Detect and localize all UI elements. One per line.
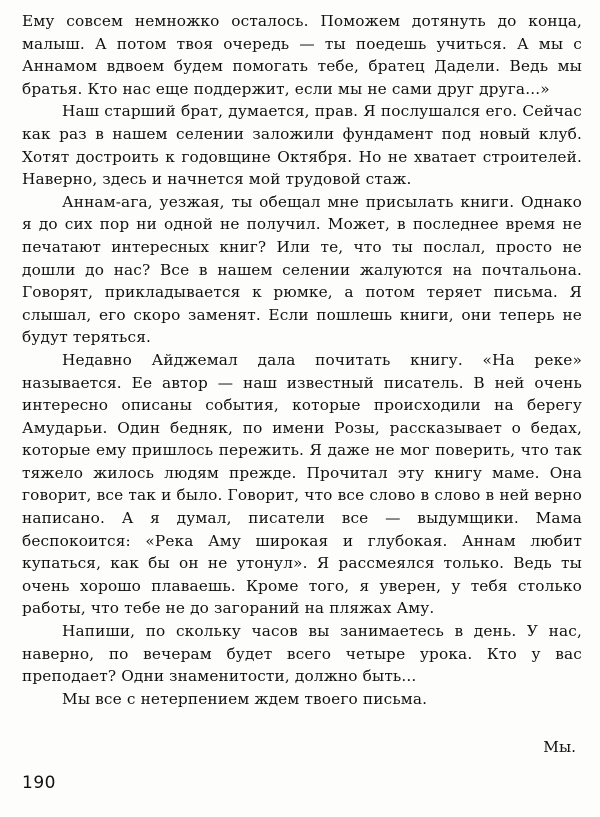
body-text: [22, 10, 582, 710]
paragraph-2: Наш старший брат, думается, прав. Я послушался его. Сейчас как раз в нашем селении заложили фундамент под новый клуб. Хотят достроить к годовщине Октября. Но не хватает строителей. Наверно, здесь и начнется мой трудовой стаж.: [22, 102, 582, 189]
paragraph-4: Недавно Айджемал дала почитать книгу. «На реке» называется. Ее автор — наш известный писатель. В ней очень интересно описаны события, которые происходили на берегу Амударьи. Один бедняк, по имени Розы, рассказывает о бедах, которые ему пришлось пережить. Я даже не мог поверить, что так тяжело жилось людям прежде. Прочитал эту книгу маме. Она говорит, все так и было. Говорит, что все слово в слово в ней верно написано. А я думал, писатели все — выдумщики. Мама беспокоится: «Река Аму широкая и глубокая. Аннам любит купаться, как бы он не утонул». Я рассмеялся только. Ведь ты очень хорошо плаваешь. Кроме того, я уверен, у тебя столько работы, что тебе не до загораний на пляжах Аму.: [22, 350, 582, 618]
paragraph-5: Напиши, по скольку часов вы занимаетесь в день. У нас, наверно, по вечерам будет всего четыре урока. Кто у вас преподает? Одни знаменитости, должно быть...: [22, 622, 582, 686]
paragraph-3: Аннам-ага, уезжая, ты обещал мне присылать книги. Однако я до сих пор ни одной не получил. Может, в последнее время не печатают интересных книг? Или те, что ты послал, просто не дошли до нас? Все в нашем селении жалуются на почтальона. Говорят, прикладывается к рюмке, а потом теряет письма. Я слышал, его скоро заменят. Если пошлешь книги, они теперь не будут теряться.: [22, 192, 582, 347]
paragraph-1: Ему совсем немножко осталось. Поможем дотянуть до конца, малыш. А потом твоя очередь — ты поедешь учиться. А мы с Аннамом вдвоем будем помогать тебе, братец Дадели. Ведь мы братья. Кто нас еще поддержит, если мы не сами друг друга...»: [22, 12, 582, 98]
page-number: 190: [22, 773, 56, 793]
paragraph-6: Мы все с нетерпением ждем твоего письма.: [62, 689, 428, 708]
letter-signature: Мы.: [543, 738, 576, 756]
